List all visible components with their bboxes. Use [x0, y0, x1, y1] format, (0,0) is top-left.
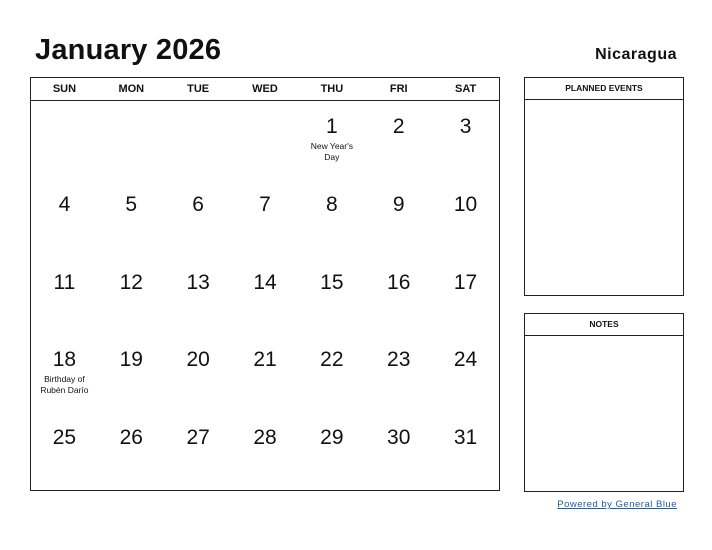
day-number: 31: [453, 426, 478, 450]
day-number: 7: [259, 192, 271, 216]
day-cell: [232, 334, 299, 412]
day-cell: [432, 179, 499, 257]
day-cell: [365, 179, 432, 257]
day-cell: [165, 257, 232, 335]
day-cell: [432, 412, 499, 490]
day-cell: [31, 101, 98, 179]
day-number: 23: [387, 348, 411, 372]
weekday-header: [31, 78, 499, 101]
day-number: 16: [387, 270, 411, 294]
day-number: 22: [320, 348, 344, 372]
day-number: 13: [186, 270, 210, 294]
weekday-label: SAT: [454, 83, 477, 95]
day-cell: [432, 334, 499, 412]
day-cell: [165, 101, 232, 179]
day-number: 27: [186, 426, 210, 450]
day-number: 6: [192, 192, 204, 216]
day-cell: [98, 101, 165, 179]
day-number: 4: [58, 192, 71, 216]
day-cell: [31, 334, 98, 412]
day-number: 20: [186, 348, 210, 372]
day-number: 9: [392, 192, 405, 216]
day-number: 26: [119, 426, 143, 450]
day-number: 24: [453, 348, 478, 372]
day-number: 5: [125, 192, 138, 216]
day-number: 29: [320, 426, 344, 450]
day-number: 30: [387, 426, 411, 450]
weekday-label: SUN: [52, 83, 77, 95]
weekday-label: MON: [118, 83, 145, 95]
day-cell: [432, 257, 499, 335]
day-cell: [432, 101, 499, 179]
day-cell: [165, 179, 232, 257]
day-cell: [298, 257, 365, 335]
day-cell: [365, 412, 432, 490]
day-number: 1: [326, 115, 338, 138]
day-number: 19: [119, 348, 143, 372]
day-cell: [31, 412, 98, 490]
day-cell: [298, 334, 365, 412]
day-cell: [365, 257, 432, 335]
day-cell: [365, 334, 432, 412]
day-number: 2: [392, 115, 405, 138]
day-cell: [31, 257, 98, 335]
day-cell: [98, 412, 165, 490]
day-number: 15: [320, 270, 344, 294]
notes-heading: NOTES: [525, 314, 683, 336]
day-cell: [31, 179, 98, 257]
day-number: 8: [326, 192, 338, 216]
weekday-label: TUE: [187, 83, 210, 95]
day-cell: [298, 179, 365, 257]
page-title: January 2026: [35, 34, 222, 66]
holiday-label: New Year's Day: [310, 141, 353, 162]
day-cell: [98, 179, 165, 257]
day-number: 12: [119, 270, 143, 294]
day-cell: [298, 101, 365, 179]
day-cell: [365, 101, 432, 179]
day-cell: [232, 101, 299, 179]
calendar-days: [31, 101, 499, 490]
day-cell: [98, 334, 165, 412]
weekday-label: FRI: [389, 83, 408, 95]
country-label: Nicaragua: [595, 46, 677, 63]
weekday-label: THU: [320, 83, 344, 95]
planned-events-heading: PLANNED EVENTS: [525, 78, 683, 100]
day-number: 28: [253, 426, 277, 450]
planned-events-panel: [524, 77, 684, 296]
weekday-label: WED: [252, 83, 278, 95]
day-number: 3: [459, 115, 472, 138]
powered-by-link[interactable]: Powered by General Blue: [557, 499, 677, 510]
notes-panel: [524, 313, 684, 492]
day-cell: [298, 412, 365, 490]
day-number: 17: [453, 270, 478, 294]
calendar-grid: [30, 77, 500, 491]
day-number: 10: [453, 192, 478, 216]
day-cell: [165, 412, 232, 490]
day-cell: [98, 257, 165, 335]
day-cell: [232, 257, 299, 335]
day-number: 18: [52, 348, 77, 372]
day-cell: [232, 412, 299, 490]
day-number: 21: [253, 348, 277, 372]
holiday-label: Birthday of Rubén Darío: [40, 374, 89, 396]
day-cell: [165, 334, 232, 412]
day-number: 14: [253, 270, 277, 294]
day-number: 11: [53, 270, 76, 294]
day-number: 25: [52, 426, 77, 450]
day-cell: [232, 179, 299, 257]
